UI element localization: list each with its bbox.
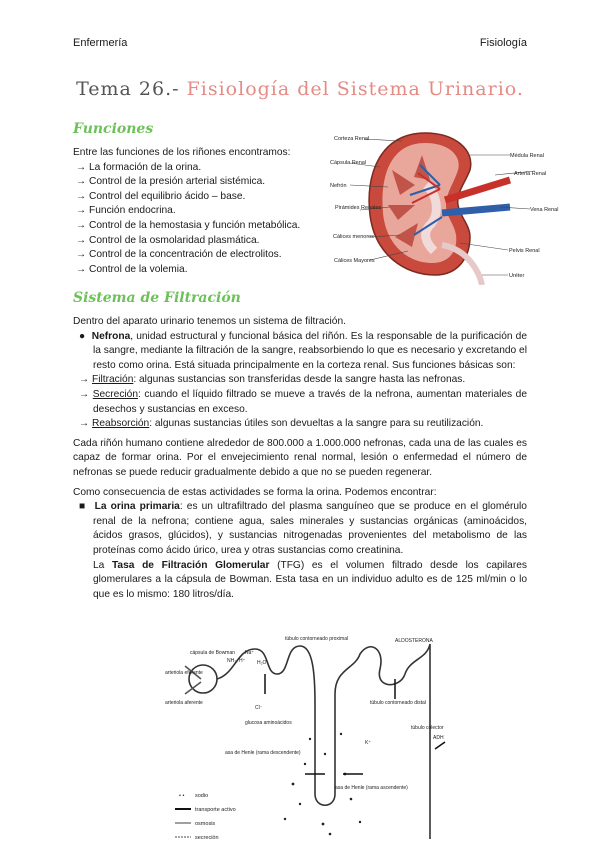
kidney-diagram <box>330 125 560 285</box>
label-corteza: Corteza Renal <box>334 136 370 142</box>
legend-secrecion: secreción <box>195 835 219 841</box>
nlabel-k: K⁺ <box>365 740 371 746</box>
orina-primaria-item: ■ La orina primaria: es un ultrafiltrado del plasma sanguíneo que se produce en el glomérulo renal de la nefrona; contiene agua, sales minerales y sustancias orgánicas (aminoácidos, ácidos grasos, glúcidos), y sustancias nitrogenadas provenientes del metabolismo de las proteínas como ácido úrico, urea y otras sustancias como creatinina. <box>79 501 527 556</box>
orina-text: : es un ultrafiltrado del plasma sanguíneo que se produce en el glomérulo renal de la nefrona; contiene agua, sales minerales y sustancias orgánicas (aminoácidos, ácidos grasos, glúcidos), y sustancias nitrogenadas provenientes del metabolismo de las proteínas como ácido úrico, urea y otras sustancias como creatinina. <box>93 501 527 556</box>
filtracion-intro: Dentro del aparato urinario tenemos un sistema de filtración. <box>73 316 346 327</box>
term-reabsorcion: Reabsorción <box>92 418 150 430</box>
label-pelvis: Pelvis Renal <box>509 248 540 254</box>
label-menores: Cálices menores <box>333 234 374 240</box>
nlabel-aldosterona: ALDOSTERONA <box>395 638 433 644</box>
nefronas-paragraph: Cada riñón humano contiene alrededor de 800.000 a 1.000.000 nefronas, cada una de las cuales es capaz de formar orina. Por el envejecimiento renal normal, lesión o enfermedad el número de nefronas se puede reducir gradualmente debido a que no se pueden regenerar. <box>73 437 527 478</box>
nlabel-glucosa: glucosa aminoácidos <box>245 720 292 726</box>
funcion-reabsorcion: → Reabsorción: algunas sustancias útiles son devueltas a la sangre para su reutilización. <box>79 418 484 430</box>
tfg-text: (TFG) es el volumen filtrado desde los capilares glomerulares a la cápsula de Bowman. Esta tasa en un individuo adulto es de 125 ml/min o lo que es lo mismo: 180 litros/día. <box>93 559 527 600</box>
nlabel-henle-asc: asa de Henle (rama ascendente) <box>335 785 408 791</box>
nephron-legend <box>175 793 236 841</box>
orina-intro: Como consecuencia de estas actividades se forma la orina. Podemos encontrar: <box>73 486 437 498</box>
list-item: → La formación de la orina. <box>76 161 202 173</box>
text-secrecion: : cuando el líquido filtrado se mueve a través de la nefrona, aumentan materiales de desechos y sustancias en exceso. <box>93 388 527 415</box>
funciones-intro: Entre las funciones de los riñones encontramos: <box>73 147 291 158</box>
term-secrecion: Secreción <box>92 388 139 400</box>
nefrona-term: Nefrona <box>91 330 131 342</box>
header-left: Enfermería <box>73 37 128 49</box>
header-right: Fisiología <box>479 37 527 49</box>
tfg-term: Tasa de Filtración Glomerular <box>111 559 270 571</box>
orina-term: La orina primaria <box>94 501 180 513</box>
label-medula: Médula Renal <box>510 153 544 159</box>
legend-sodio: sodio <box>195 793 209 799</box>
legend-transporte: transporte activo <box>195 807 236 813</box>
nefrona-item: ● Nefrona, unidad estructural y funcional básica del riñón. Es la responsable de la purificación de la sangre, mediante la filtración de la sangre, reabsorbiendo lo que es necesario y excretando el resto como orina. Está situada principalmente en la corteza renal. Sus funciones básicas son: <box>79 330 528 371</box>
text-filtracion: : algunas sustancias son transferidas desde la sangre hasta las nefronas. <box>133 374 466 386</box>
nlabel-na: Na⁺ <box>245 650 255 656</box>
label-mayores: Cálices Mayores <box>334 258 375 264</box>
nlabel-aferente: arteriola aferente <box>165 700 203 706</box>
nlabel-adh: ADH <box>433 735 444 741</box>
nlabel-nh3: NH₃, H⁺ <box>227 658 246 664</box>
nlabel-distal: túbulo contorneado distal <box>370 700 426 706</box>
list-item: → Control de la hemostasia y función metabólica. <box>76 219 301 231</box>
nlabel-colector: túbulo colector <box>411 725 444 731</box>
list-item: → Control de la osmolaridad plasmática. <box>76 234 260 246</box>
section-heading-funciones: Funciones <box>73 121 154 137</box>
label-ureter: Uréter <box>509 273 525 279</box>
text-reabsorcion: : algunas sustancias útiles son devueltas a la sangre para su reutilización. <box>149 418 484 430</box>
title-text: Fisiología del Sistema Urinario. <box>186 78 524 100</box>
nlabel-proximal: túbulo contorneado proximal <box>285 636 349 642</box>
funcion-secrecion: → Secreción: cuando el líquido filtrado se mueve a través de la nefrona, aumentan materiales de desechos y sustancias en exceso. <box>79 388 527 415</box>
nefrona-text: , unidad estructural y funcional básica del riñón. Es la responsable de la purificación de la sangre, mediante la filtración de la sangre, reabsorbiendo lo que es necesario y excretando el resto como orina. Está situada principalmente en la corteza renal. Sus funciones básicas son: <box>93 330 528 371</box>
title-number: Tema 26.- <box>76 78 187 100</box>
nlabel-cl: Cl⁻ <box>255 705 263 711</box>
filtracion-body <box>73 315 527 602</box>
tfg-item: La Tasa de Filtración Glomerular (TFG) es el volumen filtrado desde los capilares glomerulares a la cápsula de Bowman. Esta tasa en un individuo adulto es de 125 ml/min o lo que es lo mismo: 180 litros/día. <box>93 559 527 600</box>
label-nefron: Nefrón <box>330 183 347 189</box>
nlabel-h2o: H₂O <box>257 660 267 666</box>
list-item: → Función endocrina. <box>76 205 176 217</box>
funciones-list <box>73 146 323 277</box>
list-item: → Control del equilibrio ácido – base. <box>76 190 246 202</box>
nlabel-capsula: cápsula de Bowman <box>190 650 236 656</box>
collecting-duct <box>405 644 430 839</box>
nlabel-henle-desc: asa de Henle (rama descendente) <box>225 750 301 756</box>
label-capsula: Cápsula Renal <box>330 160 367 166</box>
nlabel-eferente: arteriola eferente <box>165 670 203 676</box>
label-vena: Vena Renal <box>530 207 559 213</box>
list-item: → Control de la volemia. <box>76 263 188 275</box>
term-filtracion: Filtración <box>92 374 134 386</box>
legend-osmosis: osmosis <box>195 821 216 827</box>
label-arteria: Arteria Renal <box>514 171 547 177</box>
list-item: → Control de la concentración de electrolitos. <box>76 249 282 261</box>
page-title <box>0 78 600 100</box>
svg-text:• •: • • <box>179 793 185 799</box>
list-item: → Control de la presión arterial sistémica. <box>76 176 266 188</box>
label-piramides: Pirámides Renales <box>335 205 382 211</box>
nephron-diagram <box>165 634 455 844</box>
section-heading-filtracion: Sistema de Filtración <box>73 290 241 306</box>
funcion-filtracion: → Filtración: algunas sustancias son transferidas desde la sangre hasta las nefronas. <box>79 374 466 386</box>
